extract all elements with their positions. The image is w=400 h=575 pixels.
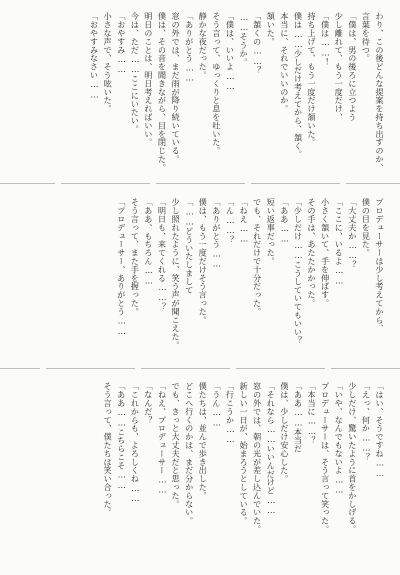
text-line: ……そうか。 [239,12,250,66]
text-line: その手は、あたたかかった。 [307,198,318,308]
text-line: どこへ行くのかは、まだ分からない。 [184,382,195,525]
text-block-bottom [0,374,400,570]
text-line: プロデューサーは少し考えてから、 [375,198,385,333]
section-divider-top [0,183,400,184]
text-line: 僕たちは、並んで歩き出した。 [198,382,209,500]
text-line: 明日のことは、明日考えればいい。 [143,12,154,147]
text-line: 「えっ、何か……？ [361,382,372,462]
text-line: 「ありがとう…… [184,12,195,83]
text-line: 僕は、もう一度だけそう言った。 [198,198,209,324]
text-line: 「なんだ？ [143,382,154,424]
text-line: 言葉を待つ。 [361,12,372,63]
text-line: 「本当に……？ [307,382,318,445]
text-line: 「ありがとう…… [211,198,222,269]
text-block-top [0,4,400,180]
vertical-text-bottom [101,382,386,564]
text-line: 「はい、そうですね…… [375,382,385,478]
text-line: 静かな夜だった。 [198,12,209,80]
text-line: 「ここに、いるよ…… [334,198,345,286]
text-block-middle [0,190,400,364]
text-line: プロデューサーは、そう言って笑った。 [320,382,331,534]
text-line: そう言って、ゆっくりと息を吐いた。 [211,12,222,155]
text-line: 「僕は、男の後ろに立つよう [347,12,358,122]
text-line: 「……どういたしまして [184,198,195,294]
text-line: 小さく頷いて、手を伸ばす。 [320,198,331,308]
text-line: 新しい一日が、始まろうとしている。 [239,382,250,525]
text-line: 窓の外では、朝の光が差し込んでいた。 [252,382,263,534]
text-line: 小さな声で、そう呟いた。 [103,12,114,113]
text-line: 「それなら……いいんだけど…… [266,382,277,516]
text-line: 「ああ……本当だ [293,382,304,453]
text-line: 少し照れたように、笑う声が聞こえた。 [171,198,182,350]
text-line: 僕の目を見た。 [361,198,372,257]
text-line: でも、それだけで十分だった。 [252,198,263,316]
text-line: 「行こうか…… [225,382,236,445]
text-line: 短い返事だった。 [266,198,277,266]
vertical-text-middle [114,198,386,358]
text-line: 「おやすみなさい…… [89,12,100,100]
text-line: 「プロデューサー、ありがとう…… [116,198,127,336]
text-line: 「ねえ、プロデューサー…… [157,382,168,495]
text-line: 頷いた。 [266,12,277,46]
text-line: 窓の外では、まだ雨が降り続いている。 [171,12,182,164]
text-line: 「ああ、もちろん…… [143,198,154,286]
text-line: 少しだけ、驚いたように首をかしげる。 [347,382,358,534]
text-line: そう言って、また手を握った。 [130,198,141,316]
text-line: 「これからも、よろしくね…… [130,382,141,504]
text-line: 「僕は……！ [320,12,331,66]
text-line: 「僕は、いいよ…… [225,12,236,92]
text-line: わり、この後どんな提案を持ち出すのか、 [375,12,385,172]
text-line: 少し離れて、もう一度だけ、 [334,12,345,122]
section-divider-bottom [0,368,400,369]
text-line: 「いや、なんでもないよ…… [334,382,345,495]
text-line: 「ああ…… [279,198,290,244]
text-line: 持ち上げて、もう一度だけ頷いた。 [307,12,318,147]
text-line: 「ねえ…… [239,198,250,244]
text-line: そう言って、僕たちは笑い合った。 [103,382,114,517]
text-line: 僕は、その音を聞きながら、目を閉じた。 [157,12,168,172]
text-line: 「明日も、来てくれる……？ [157,198,168,311]
text-line: 「おやすみ…… [116,12,127,75]
text-line: 「ああ……こちらこそ…… [116,382,127,490]
text-line: 僕は……少しだけ考えてから、頷く。 [293,12,304,159]
text-line: でも、きっと大丈夫だと思った。 [171,382,182,508]
text-line: 本当に、それでいいのか。 [279,12,290,113]
text-line: 「少しだけ……こうしていてもいい？ [293,198,304,345]
text-line: 「大丈夫か……？ [347,198,358,269]
text-line: 「うん…… [211,382,222,428]
text-line: 「頷くの……？ [252,12,263,75]
text-line: 「ん……？ [225,198,236,244]
text-line: 僕は、少しだけ安心した。 [279,382,290,483]
text-line: 今は、ただ……ここにいたい。 [130,12,141,134]
vertical-text-top [87,12,386,174]
